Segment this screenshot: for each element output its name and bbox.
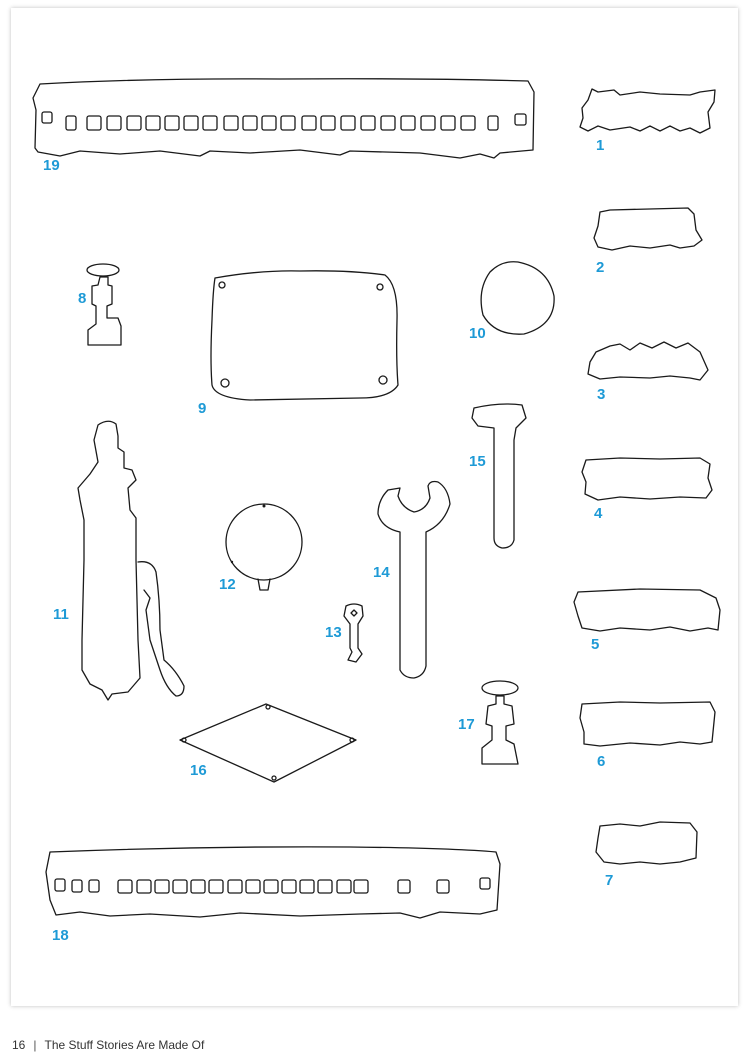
- item-11-bottle-outline: [78, 421, 184, 700]
- item-5-passenger-car-outline: [574, 589, 720, 631]
- page-footer: [12, 1038, 204, 1052]
- item-number-18: 18: [52, 927, 69, 944]
- item-number-5: 5: [591, 636, 600, 653]
- coach-19-windows: [42, 112, 526, 130]
- footer-separator: |: [33, 1038, 37, 1052]
- item-number-labels: [43, 137, 613, 944]
- item-number-14: 14: [373, 564, 390, 581]
- item-3-diesel-locomotive-outline: [588, 342, 708, 380]
- item-number-10: 10: [469, 325, 486, 342]
- coach-18-windows: [55, 878, 490, 893]
- item-number-3: 3: [597, 386, 606, 403]
- item-number-7: 7: [605, 872, 614, 889]
- item-7-caboose-outline: [596, 822, 697, 864]
- item-number-9: 9: [198, 400, 207, 417]
- item-1-steam-locomotive-outline: [580, 89, 715, 133]
- item-2-diesel-locomotive-outline: [594, 208, 702, 250]
- item-8-faucet-valve-outline: [87, 264, 121, 345]
- item-number-2: 2: [596, 259, 605, 276]
- item-number-8: 8: [78, 290, 87, 307]
- item-number-15: 15: [469, 453, 486, 470]
- item-number-11: 11: [53, 606, 69, 623]
- item-15-hammer-outline: [472, 404, 526, 548]
- item-number-16: 16: [190, 762, 207, 779]
- item-19-coach-outline: [33, 79, 534, 158]
- item-number-4: 4: [594, 505, 603, 522]
- item-number-17: 17: [458, 716, 475, 733]
- footer-page-number: 16: [12, 1038, 26, 1052]
- item-18-coach-outline: [46, 847, 500, 918]
- item-4-boxcar-outline: [582, 458, 712, 500]
- item-number-1: 1: [596, 137, 605, 154]
- item-6-boxcar-outline: [580, 702, 715, 746]
- item-10-disc-outline: [481, 262, 554, 334]
- item-number-19: 19: [43, 157, 60, 174]
- item-number-6: 6: [597, 753, 606, 770]
- item-13-small-wrench-outline: [344, 604, 363, 662]
- footer-book-title: The Stuff Stories Are Made Of: [44, 1038, 205, 1052]
- item-12-round-sign-outline: [226, 504, 302, 590]
- item-9-plate-outline: [211, 271, 398, 400]
- item-number-12: 12: [219, 576, 236, 593]
- item-number-13: 13: [325, 624, 342, 641]
- item-17-faucet-valve-outline: [482, 681, 518, 764]
